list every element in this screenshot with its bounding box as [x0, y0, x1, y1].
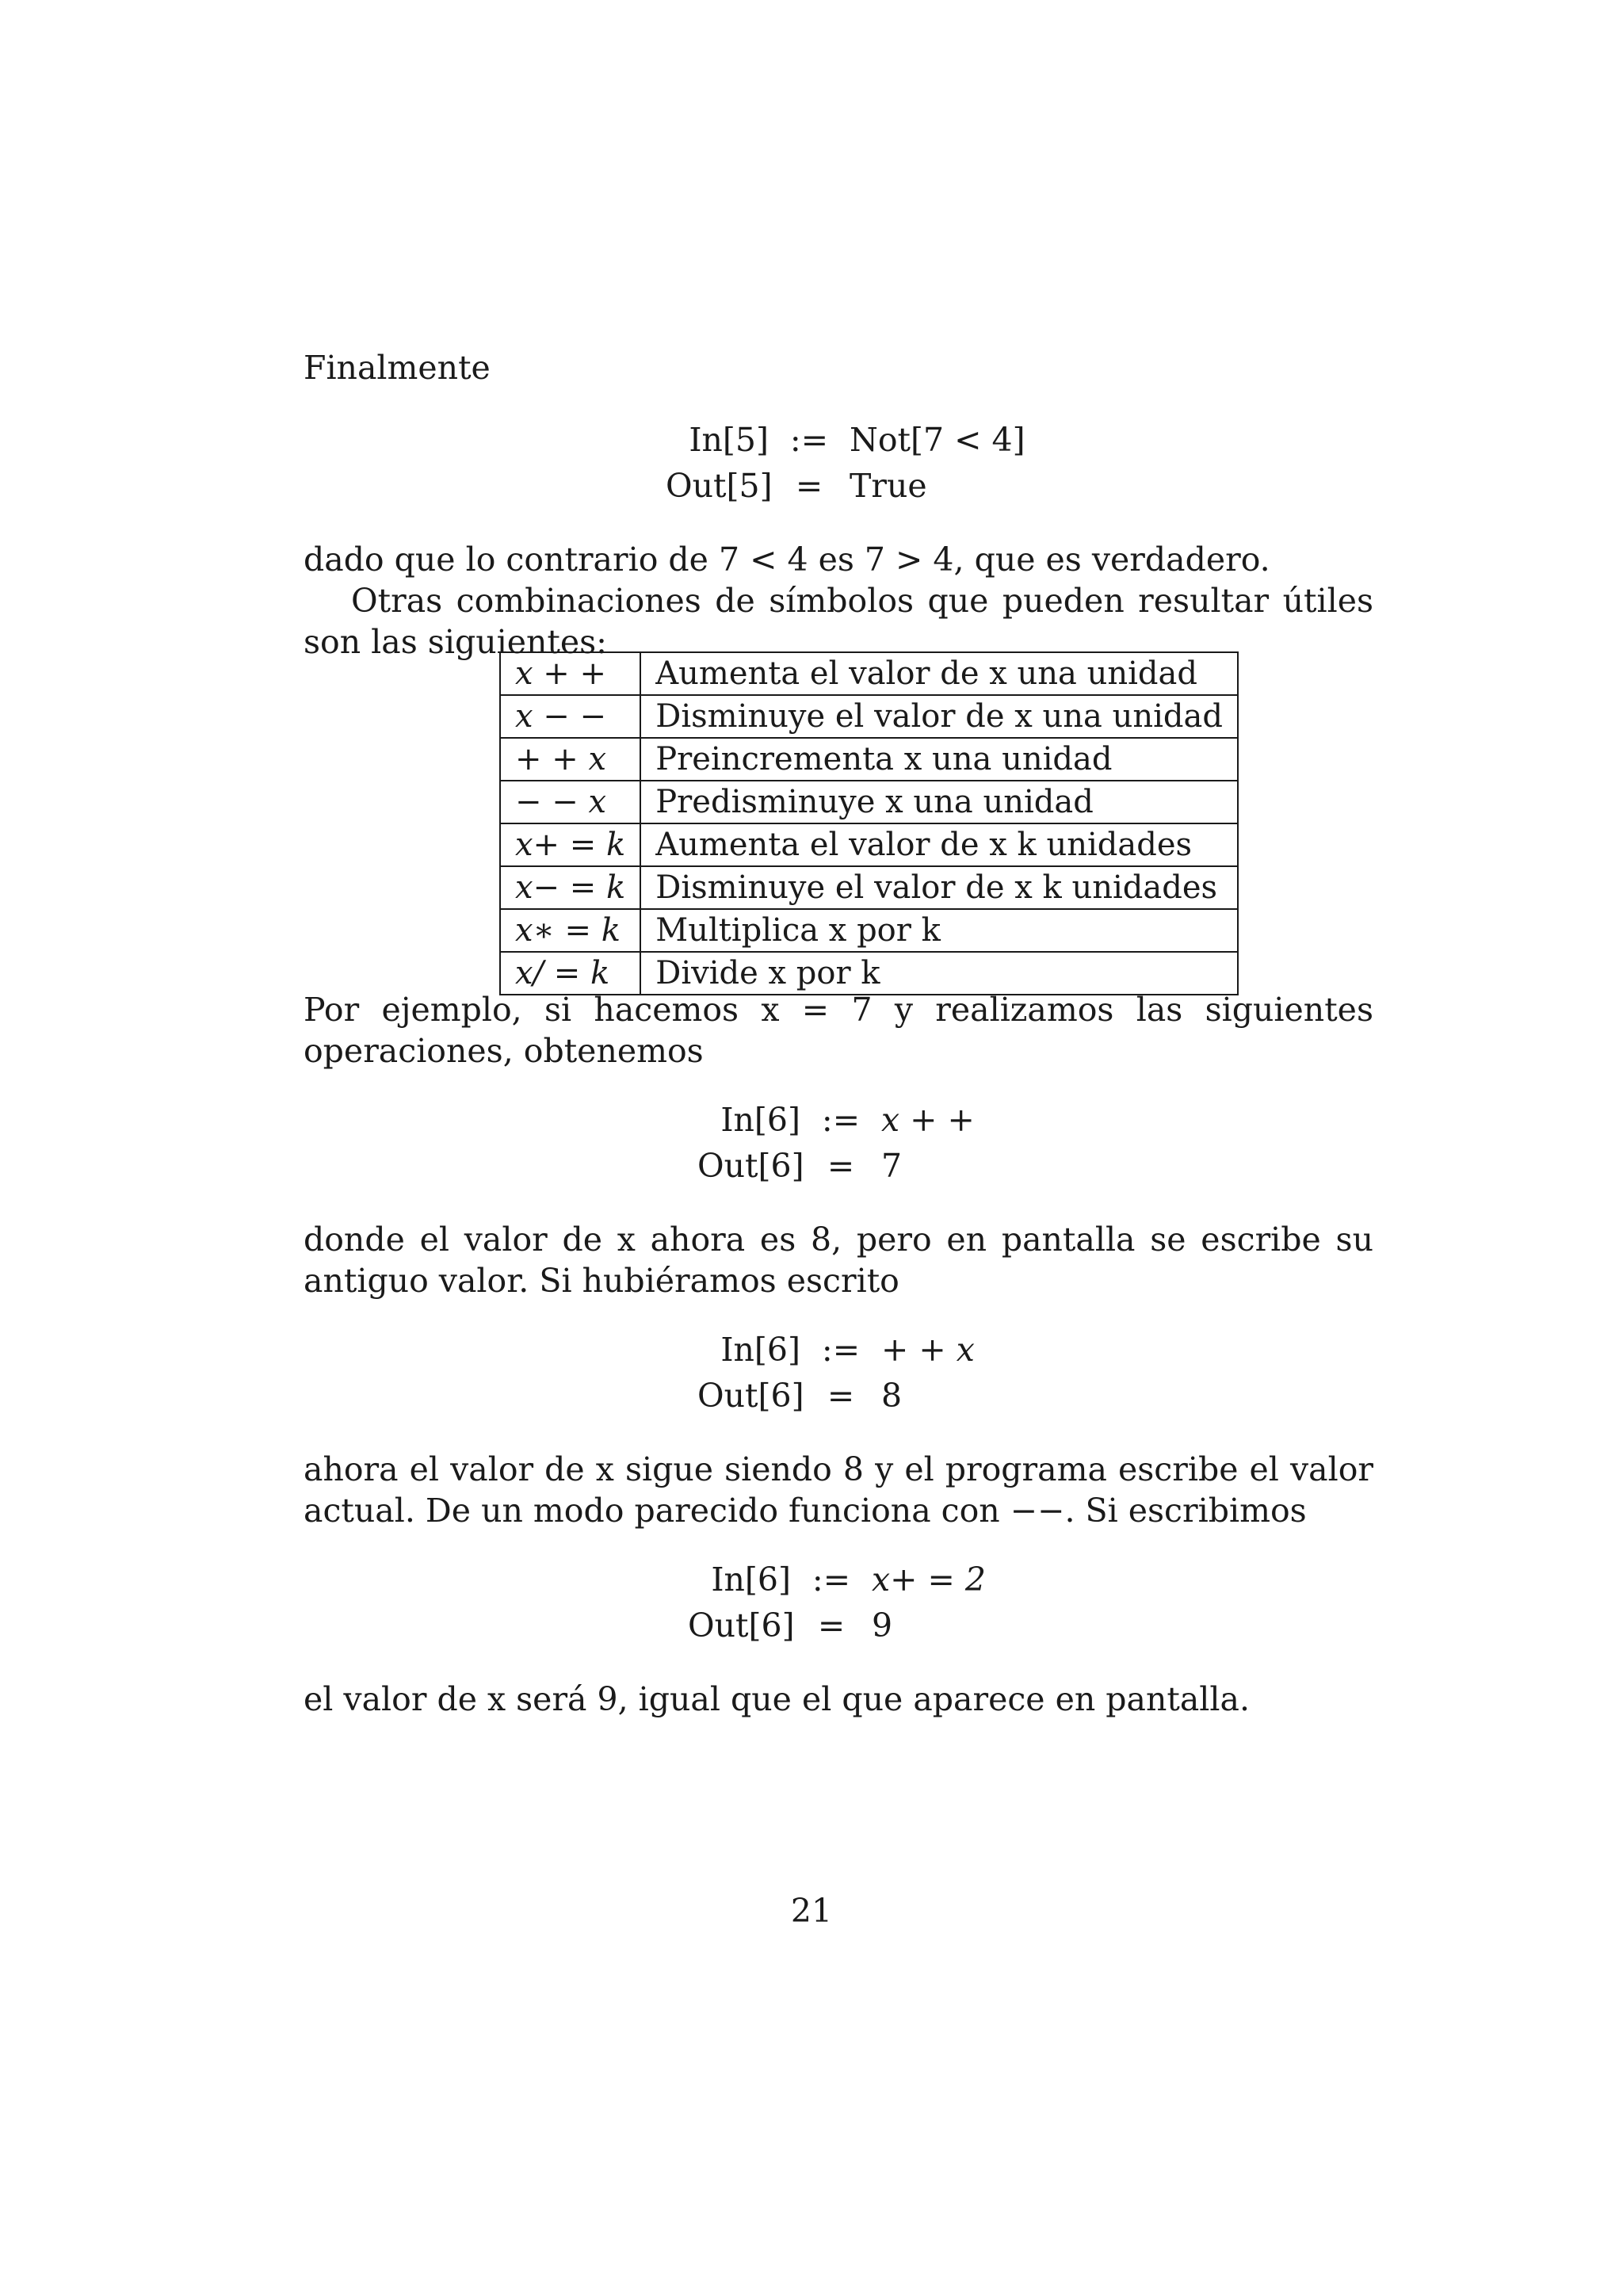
operator-symbol: x− = k	[500, 866, 640, 909]
eq-rhs: Not[7 < 4]	[850, 421, 1025, 459]
paragraph-otras-combinaciones: Otras combinaciones de símbolos que pueden resultar útiles son las siguientes:	[304, 582, 1373, 661]
eq-rhs: True	[850, 467, 927, 505]
eq-lhs: In[5]	[689, 421, 769, 459]
table-row	[500, 866, 1238, 909]
operator-symbol: + + x	[500, 738, 640, 781]
eq-rhs: x+ = 2	[872, 1561, 986, 1599]
eq-lhs: In[6]	[720, 1331, 800, 1369]
eq-lhs: In[6]	[720, 1101, 800, 1139]
paragraph-ahora: ahora el valor de x sigue siendo 8 y el programa escribe el valor actual. De un modo parecido funciona con −−. Si escribimos	[304, 1450, 1373, 1530]
eq-rhs: 7	[881, 1147, 903, 1185]
eq-op: :=	[812, 1561, 851, 1599]
table-row	[500, 652, 1238, 695]
eq-op: =	[827, 1377, 855, 1415]
paragraph-donde: donde el valor de x ahora es 8, pero en pantalla se escribe su antiguo valor. Si hubiéramos escrito	[304, 1221, 1373, 1300]
table-row	[500, 909, 1238, 952]
eq-op: :=	[789, 421, 829, 459]
operator-description: Disminuye el valor de x k unidades	[640, 866, 1238, 909]
eq-lhs: Out[6]	[697, 1147, 804, 1185]
equation-in6-out6-postincrement	[697, 1097, 1040, 1189]
eq-op: :=	[821, 1101, 861, 1139]
table-row	[500, 695, 1238, 738]
equation-in6-out6-preincrement	[697, 1327, 1040, 1419]
operator-description: Disminuye el valor de x una unidad	[640, 695, 1238, 738]
equation-in5-out5	[666, 417, 1056, 509]
operator-symbol: x + +	[500, 652, 640, 695]
operator-description: Multiplica x por k	[640, 909, 1238, 952]
eq-op: =	[827, 1147, 855, 1185]
table-row	[500, 823, 1238, 866]
eq-rhs: 9	[872, 1606, 893, 1645]
operator-description: Preincrementa x una unidad	[640, 738, 1238, 781]
table-row	[500, 738, 1238, 781]
paragraph-el-valor: el valor de x será 9, igual que el que aparece en pantalla.	[304, 1680, 1251, 1718]
operator-symbol: x − −	[500, 695, 640, 738]
operator-symbol: − − x	[500, 781, 640, 823]
paragraph-por-ejemplo: Por ejemplo, si hacemos x = 7 y realizamos las siguientes operaciones, obtenemos	[304, 991, 1373, 1070]
eq-rhs: + + x	[881, 1331, 975, 1369]
operator-symbol: x∗ = k	[500, 909, 640, 952]
table-row	[500, 952, 1238, 995]
paragraph-finalmente: Finalmente	[304, 349, 491, 387]
eq-lhs: Out[6]	[697, 1377, 804, 1415]
eq-op: :=	[821, 1331, 861, 1369]
eq-lhs: Out[6]	[688, 1606, 795, 1645]
operator-description: Divide x por k	[640, 952, 1238, 995]
table-row	[500, 781, 1238, 823]
operator-description: Aumenta el valor de x una unidad	[640, 652, 1238, 695]
eq-rhs: x + +	[881, 1101, 975, 1139]
equation-in6-out6-plus-assign	[688, 1557, 1046, 1648]
eq-rhs: 8	[881, 1377, 903, 1415]
eq-op: =	[795, 467, 823, 505]
eq-op: =	[817, 1606, 846, 1645]
eq-lhs: Out[5]	[666, 467, 773, 505]
operators-table	[499, 651, 1239, 995]
page-number: 21	[790, 1892, 833, 1930]
operator-description: Aumenta el valor de x k unidades	[640, 823, 1238, 866]
operator-symbol: x+ = k	[500, 823, 640, 866]
operator-description: Predisminuye x una unidad	[640, 781, 1238, 823]
eq-lhs: In[6]	[711, 1561, 791, 1599]
paragraph-dado-que: dado que lo contrario de 7 < 4 es 7 > 4, que es verdadero.	[304, 541, 1270, 579]
operator-symbol: x/ = k	[500, 952, 640, 995]
